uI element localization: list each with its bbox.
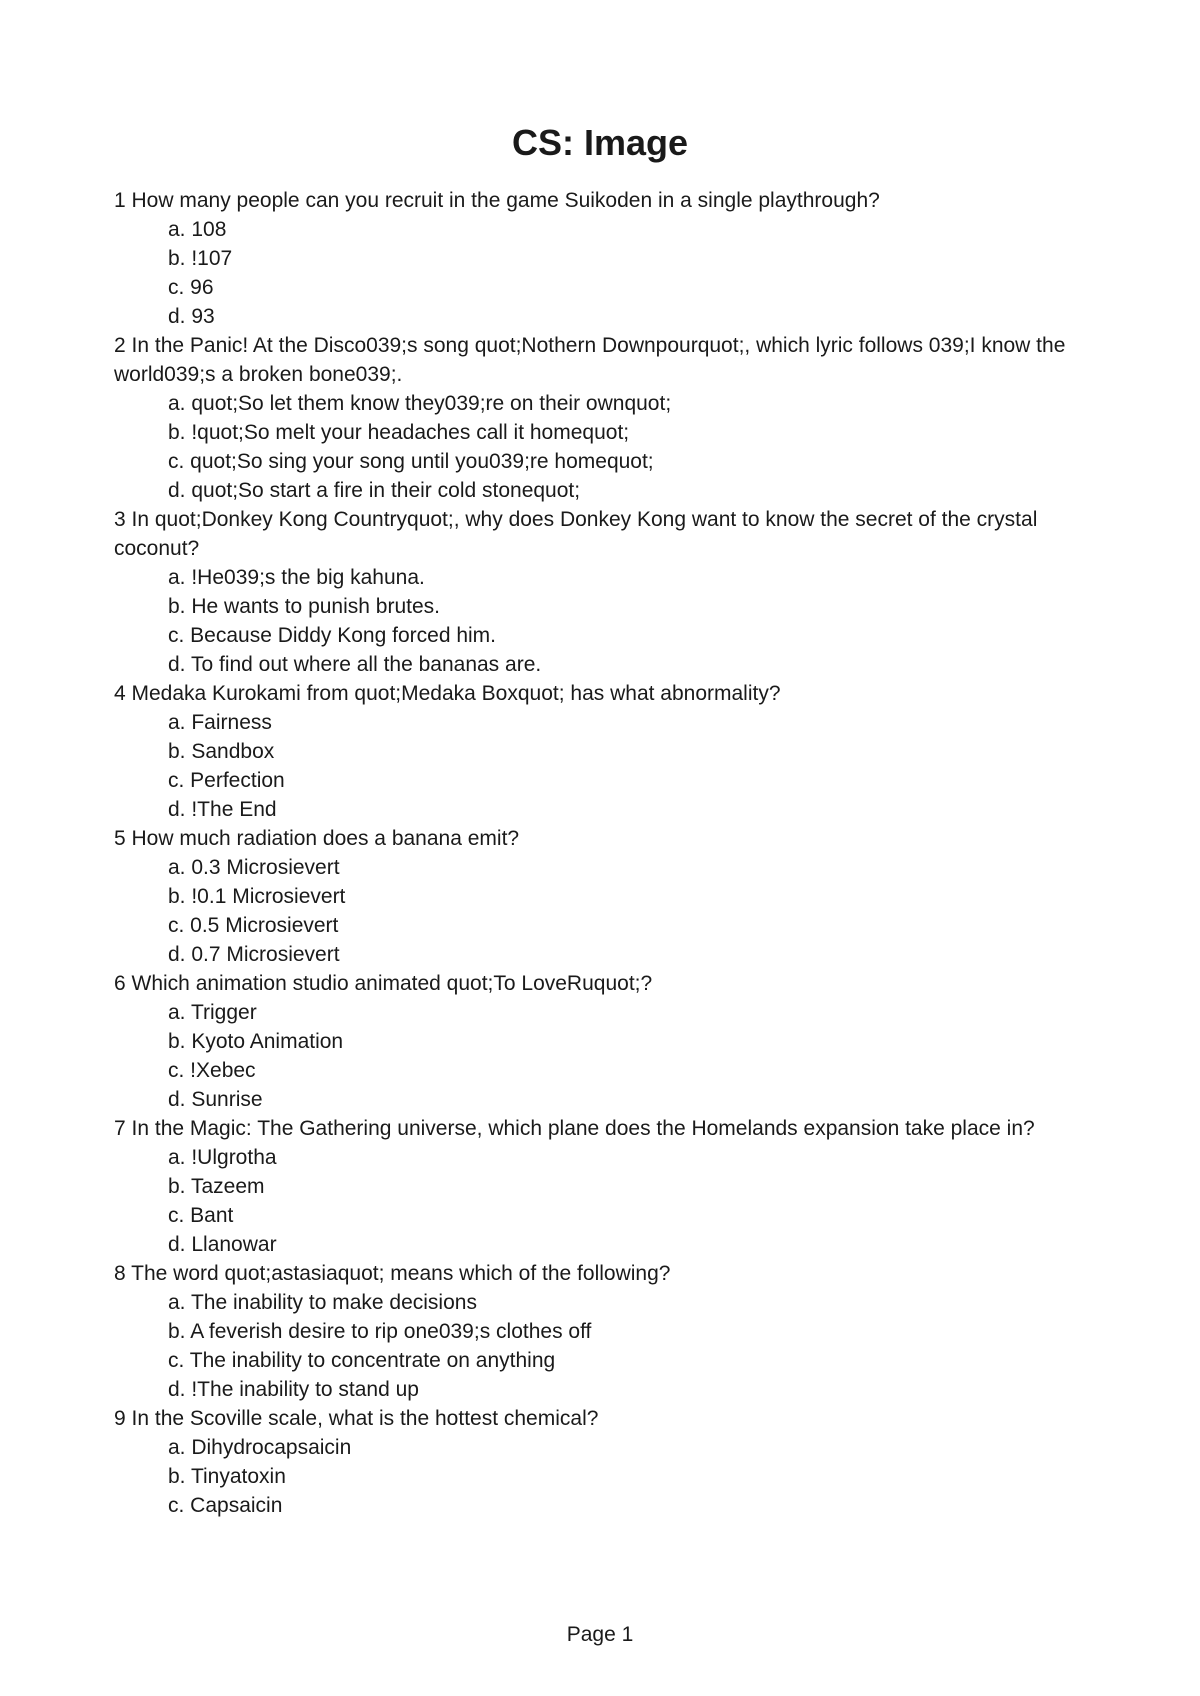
answer-option: d. Llanowar bbox=[168, 1233, 277, 1256]
answer-option: b. A feverish desire to rip one039;s clothes off bbox=[168, 1320, 592, 1343]
answer-option: c. The inability to concentrate on anything bbox=[168, 1349, 556, 1372]
question-text: 5 How much radiation does a banana emit? bbox=[114, 827, 520, 850]
answer-option: d. 0.7 Microsievert bbox=[168, 943, 340, 966]
answer-option: d. !The End bbox=[168, 798, 277, 821]
answer-option: b. Tinyatoxin bbox=[168, 1465, 286, 1488]
question-text: 3 In quot;Donkey Kong Countryquot;, why does Donkey Kong want to know the secret of the crystal coconut? bbox=[114, 508, 1038, 560]
page-number: Page 1 bbox=[566, 1623, 634, 1646]
answer-option: a. !Ulgrotha bbox=[168, 1146, 277, 1169]
question-text: 9 In the Scoville scale, what is the hottest chemical? bbox=[114, 1407, 599, 1430]
question-7 bbox=[114, 1114, 1094, 1259]
question-text: 1 How many people can you recruit in the game Suikoden in a single playthrough? bbox=[114, 189, 880, 212]
answer-option: d. !The inability to stand up bbox=[168, 1378, 419, 1401]
answer-options bbox=[114, 1143, 1094, 1259]
answer-option: c. Capsaicin bbox=[168, 1494, 283, 1517]
question-1 bbox=[114, 186, 1094, 331]
document-title: CS: Image bbox=[511, 122, 689, 163]
answer-options bbox=[114, 563, 1094, 679]
answer-options bbox=[114, 389, 1094, 505]
answer-options bbox=[114, 708, 1094, 824]
question-text: 2 In the Panic! At the Disco039;s song quot;Nothern Downpourquot;, which lyric follows 039;I know the world039;s a broken bone039;. bbox=[114, 334, 1066, 386]
answer-option: c. 96 bbox=[168, 276, 214, 299]
answer-option: b. Sandbox bbox=[168, 740, 275, 763]
question-3 bbox=[114, 505, 1094, 679]
question-5 bbox=[114, 824, 1094, 969]
question-text: 4 Medaka Kurokami from quot;Medaka Boxquot; has what abnormality? bbox=[114, 682, 781, 705]
answer-options bbox=[114, 1288, 1094, 1404]
question-text: 7 In the Magic: The Gathering universe, which plane does the Homelands expansion take place in? bbox=[114, 1117, 1035, 1140]
answer-option: c. Perfection bbox=[168, 769, 285, 792]
question-6 bbox=[114, 969, 1094, 1114]
answer-option: c. Bant bbox=[168, 1204, 234, 1227]
answer-options bbox=[114, 998, 1094, 1114]
answer-options bbox=[114, 853, 1094, 969]
question-8 bbox=[114, 1259, 1094, 1404]
answer-option: a. quot;So let them know they039;re on their ownquot; bbox=[168, 392, 672, 415]
answer-option: d. To find out where all the bananas are. bbox=[168, 653, 542, 676]
question-text: 8 The word quot;astasiaquot; means which of the following? bbox=[114, 1262, 671, 1285]
question-list bbox=[114, 186, 1094, 1520]
answer-option: a. !He039;s the big kahuna. bbox=[168, 566, 425, 589]
answer-option: b. !107 bbox=[168, 247, 233, 270]
answer-option: d. quot;So start a fire in their cold stonequot; bbox=[168, 479, 581, 502]
answer-option: c. Because Diddy Kong forced him. bbox=[168, 624, 497, 647]
answer-option: b. Tazeem bbox=[168, 1175, 265, 1198]
answer-option: a. Dihydrocapsaicin bbox=[168, 1436, 352, 1459]
answer-option: a. The inability to make decisions bbox=[168, 1291, 477, 1314]
answer-option: b. !quot;So melt your headaches call it homequot; bbox=[168, 421, 630, 444]
answer-option: c. !Xebec bbox=[168, 1059, 256, 1082]
answer-option: d. 93 bbox=[168, 305, 215, 328]
question-text: 6 Which animation studio animated quot;To LoveRuquot;? bbox=[114, 972, 653, 995]
answer-option: a. Trigger bbox=[168, 1001, 257, 1024]
answer-option: b. Kyoto Animation bbox=[168, 1030, 344, 1053]
question-9 bbox=[114, 1404, 1094, 1520]
answer-option: b. !0.1 Microsievert bbox=[168, 885, 346, 908]
answer-option: a. 108 bbox=[168, 218, 227, 241]
answer-option: c. 0.5 Microsievert bbox=[168, 914, 339, 937]
answer-option: a. 0.3 Microsievert bbox=[168, 856, 340, 879]
question-4 bbox=[114, 679, 1094, 824]
answer-option: b. He wants to punish brutes. bbox=[168, 595, 440, 618]
answer-option: d. Sunrise bbox=[168, 1088, 263, 1111]
answer-option: a. Fairness bbox=[168, 711, 272, 734]
answer-options bbox=[114, 1433, 1094, 1520]
answer-option: c. quot;So sing your song until you039;re homequot; bbox=[168, 450, 654, 473]
question-2 bbox=[114, 331, 1094, 505]
answer-options bbox=[114, 215, 1094, 331]
